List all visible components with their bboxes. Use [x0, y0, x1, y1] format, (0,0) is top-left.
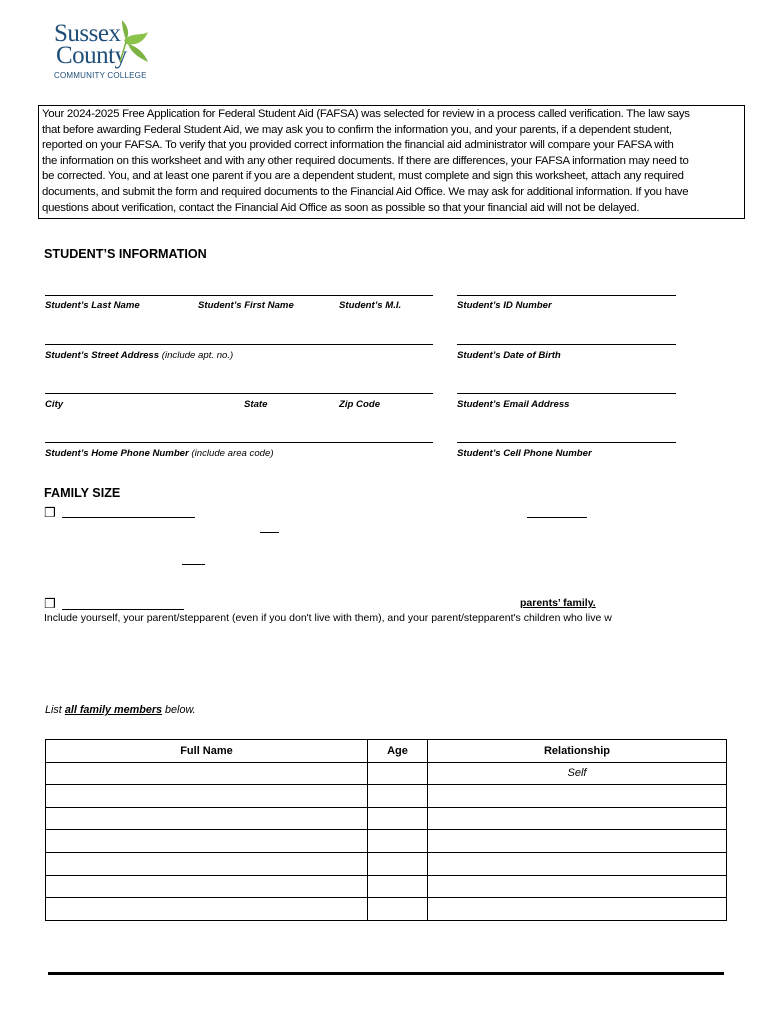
- relationship-cell[interactable]: [428, 807, 727, 830]
- checkbox-icon[interactable]: ❒: [44, 596, 56, 611]
- full-name-cell[interactable]: [46, 807, 368, 830]
- parents-family-text: parents’ family.: [520, 597, 596, 609]
- column-header-full-name: Full Name: [46, 740, 368, 763]
- full-name-cell[interactable]: [46, 898, 368, 921]
- family-size-blank-1[interactable]: [62, 517, 195, 518]
- family-size-blank-2[interactable]: [527, 517, 587, 518]
- last-name-label: Student’s Last Name: [45, 300, 140, 311]
- relationship-cell[interactable]: [428, 830, 727, 853]
- relationship-cell[interactable]: [428, 785, 727, 808]
- bottom-divider: [48, 972, 724, 975]
- full-name-cell[interactable]: [46, 785, 368, 808]
- relationship-cell[interactable]: [428, 852, 727, 875]
- state-label: State: [244, 399, 268, 410]
- intro-line: documents, and submit the form and required documents to the Financial Aid Office. We may ask for additional information. If you have: [42, 185, 689, 198]
- full-name-cell[interactable]: [46, 830, 368, 853]
- family-size-title: FAMILY SIZE: [44, 486, 121, 500]
- list-family-instruction: [45, 704, 196, 716]
- relationship-cell[interactable]: Self: [428, 762, 727, 785]
- table-row: [46, 807, 727, 830]
- list-suffix: below.: [162, 704, 196, 716]
- street-address-label: [45, 350, 233, 361]
- family-size-blank-3[interactable]: [260, 532, 279, 533]
- logo-line-1: Sussex: [54, 20, 121, 47]
- intro-line: reported on your FAFSA. To verify that you provided correct information the financial aid administrator will compare your FAFSA with: [42, 139, 674, 152]
- street-address-line[interactable]: [45, 344, 433, 345]
- age-cell[interactable]: [368, 852, 428, 875]
- email-line[interactable]: [457, 393, 676, 394]
- leaf-icon: [114, 18, 154, 66]
- table-row: [46, 898, 727, 921]
- table-row: [46, 852, 727, 875]
- column-header-age: Age: [368, 740, 428, 763]
- age-cell[interactable]: [368, 830, 428, 853]
- logo-line-2: County: [56, 42, 127, 69]
- column-header-relationship: Relationship: [428, 740, 727, 763]
- student-info-title: STUDENT’S INFORMATION: [44, 247, 207, 261]
- family-members-table: [45, 739, 727, 921]
- intro-line: questions about verification, contact the Financial Aid Office as soon as possible so that your financial aid will not be delayed.: [42, 201, 640, 214]
- mi-label: Student’s M.I.: [339, 300, 402, 311]
- full-name-cell[interactable]: [46, 762, 368, 785]
- table-row: [46, 785, 727, 808]
- age-cell[interactable]: [368, 807, 428, 830]
- student-name-line[interactable]: [45, 295, 433, 296]
- include-instructions: Include yourself, your parent/stepparent (even if you don't live with them), and your parent/stepparent's children who live w: [44, 612, 612, 624]
- street-address-label-text: Student’s Street Address: [45, 350, 160, 361]
- city-label: City: [45, 399, 64, 410]
- date-of-birth-line[interactable]: [457, 344, 676, 345]
- street-address-note: (include apt. no.): [161, 350, 234, 361]
- list-emphasis: all family members: [64, 704, 163, 716]
- home-phone-label: [45, 448, 274, 459]
- home-phone-note: (include area code): [191, 448, 274, 459]
- home-phone-label-text: Student’s Home Phone Number: [45, 448, 189, 459]
- age-cell[interactable]: [368, 785, 428, 808]
- email-label: Student’s Email Address: [457, 399, 570, 410]
- college-logo: [52, 18, 162, 82]
- full-name-cell[interactable]: [46, 875, 368, 898]
- zip-label: Zip Code: [339, 399, 381, 410]
- table-row: [46, 830, 727, 853]
- age-cell[interactable]: [368, 875, 428, 898]
- verification-intro: [38, 105, 745, 219]
- relationship-cell[interactable]: [428, 875, 727, 898]
- cell-phone-label: Student’s Cell Phone Number: [457, 448, 592, 459]
- list-prefix: List: [45, 704, 65, 716]
- full-name-cell[interactable]: [46, 852, 368, 875]
- intro-line: the information on this worksheet and with any other required documents. If there are differences, your FAFSA information may need to: [42, 154, 689, 167]
- student-id-line[interactable]: [457, 295, 676, 296]
- table-row: [46, 875, 727, 898]
- student-id-label: Student’s ID Number: [457, 300, 552, 311]
- first-name-label: Student’s First Name: [198, 300, 294, 311]
- logo-line-3: COMMUNITY COLLEGE: [54, 71, 147, 80]
- intro-line: be corrected. You, and at least one parent if you are a dependent student, must complete and sign this worksheet, attach any required: [42, 170, 684, 183]
- age-cell[interactable]: [368, 898, 428, 921]
- home-phone-line[interactable]: [45, 442, 433, 443]
- age-cell[interactable]: [368, 762, 428, 785]
- family-size-blank-4[interactable]: [182, 564, 205, 565]
- checkbox-icon[interactable]: ❒: [44, 505, 56, 520]
- intro-line: Your 2024-2025 Free Application for Federal Student Aid (FAFSA) was selected for review in a process called verification. The law says: [42, 108, 690, 120]
- table-row: [46, 762, 727, 785]
- family-size-blank-5[interactable]: [62, 609, 184, 610]
- relationship-cell[interactable]: [428, 898, 727, 921]
- intro-line: that before awarding Federal Student Aid, we may ask you to confirm the information you, and your parents, if a dependent student,: [42, 123, 672, 136]
- date-of-birth-label: Student’s Date of Birth: [457, 350, 561, 361]
- cell-phone-line[interactable]: [457, 442, 676, 443]
- city-state-zip-line[interactable]: [45, 393, 433, 394]
- table-header-row: [46, 740, 727, 763]
